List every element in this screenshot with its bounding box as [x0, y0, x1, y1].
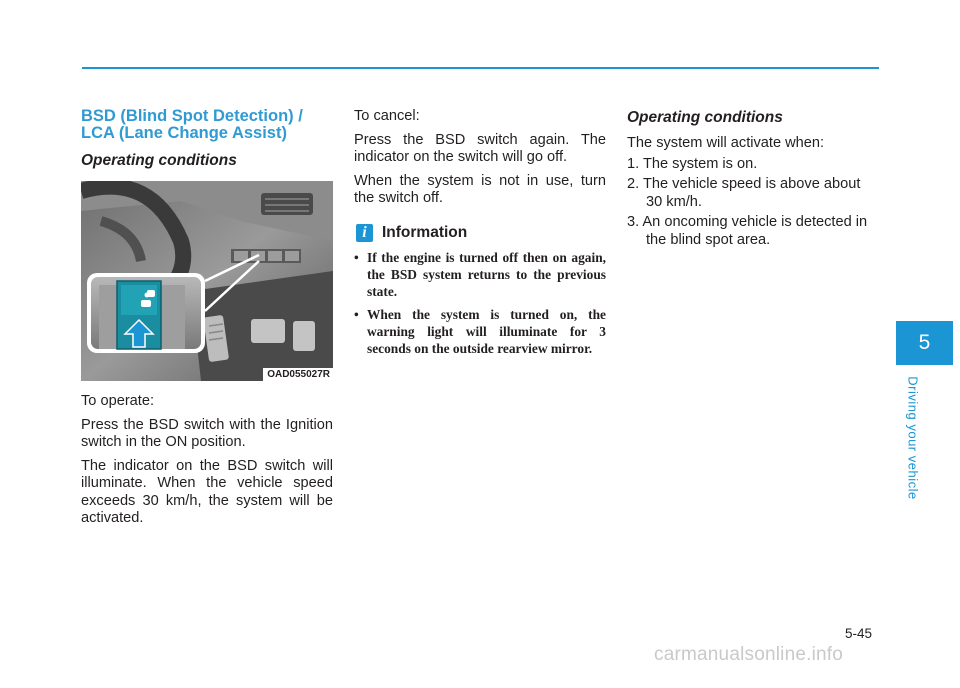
dashboard-photo — [81, 181, 333, 381]
operate-description: The indicator on the BSD switch will illuminate. When the vehicle speed exceeds 30 km/h, the system will be activated. — [81, 457, 333, 526]
bsd-switch-illustration — [81, 181, 333, 381]
to-cancel-label: To cancel: — [354, 108, 420, 124]
column-3 — [627, 108, 879, 252]
information-box-header — [354, 224, 606, 242]
information-item: • When the system is turned on, the warning light will illuminate for 3 seconds on the outside rearview mirror. — [354, 306, 606, 357]
watermark: carmanualsonline.info — [654, 644, 844, 665]
section-heading — [81, 108, 333, 142]
section-heading-line-2: LCA (Lane Change Assist) — [81, 124, 287, 142]
section-heading-line-1: BSD (Blind Spot Detection) / — [81, 107, 303, 125]
chapter-title-text: Driving your vehicle — [905, 375, 921, 500]
information-item: • If the engine is turned off then on again, the BSD system returns to the previous state. — [354, 249, 606, 300]
information-title: Information — [382, 223, 468, 241]
information-list — [354, 249, 606, 357]
operating-conditions-heading: Operating conditions — [627, 109, 783, 126]
figure-code: OAD055027R — [263, 368, 333, 381]
to-operate-label: To operate: — [81, 393, 155, 409]
operate-instruction: Press the BSD switch with the Ignition switch in the ON position. — [81, 416, 333, 450]
operating-conditions-heading: Operating conditions — [81, 152, 237, 169]
condition-item: 3. An oncoming vehicle is detected in the blind spot area. — [627, 214, 868, 248]
condition-item: 1. The system is on. — [627, 155, 758, 172]
header-rule — [82, 67, 879, 69]
information-icon: i — [356, 224, 373, 242]
page-number: 5-45 — [845, 626, 873, 641]
cancel-instruction: Press the BSD switch again. The indicator on the switch will go off. — [354, 131, 606, 165]
chapter-title — [900, 370, 926, 505]
cancel-note: When the system is not in use, turn the switch off. — [354, 172, 606, 206]
column-2 — [354, 108, 606, 363]
column-1 — [81, 108, 333, 534]
condition-item: 2. The vehicle speed is above about 30 km/h. — [627, 176, 861, 210]
conditions-intro: The system will activate when: — [627, 135, 825, 151]
chapter-number-tab: 5 — [896, 321, 953, 365]
